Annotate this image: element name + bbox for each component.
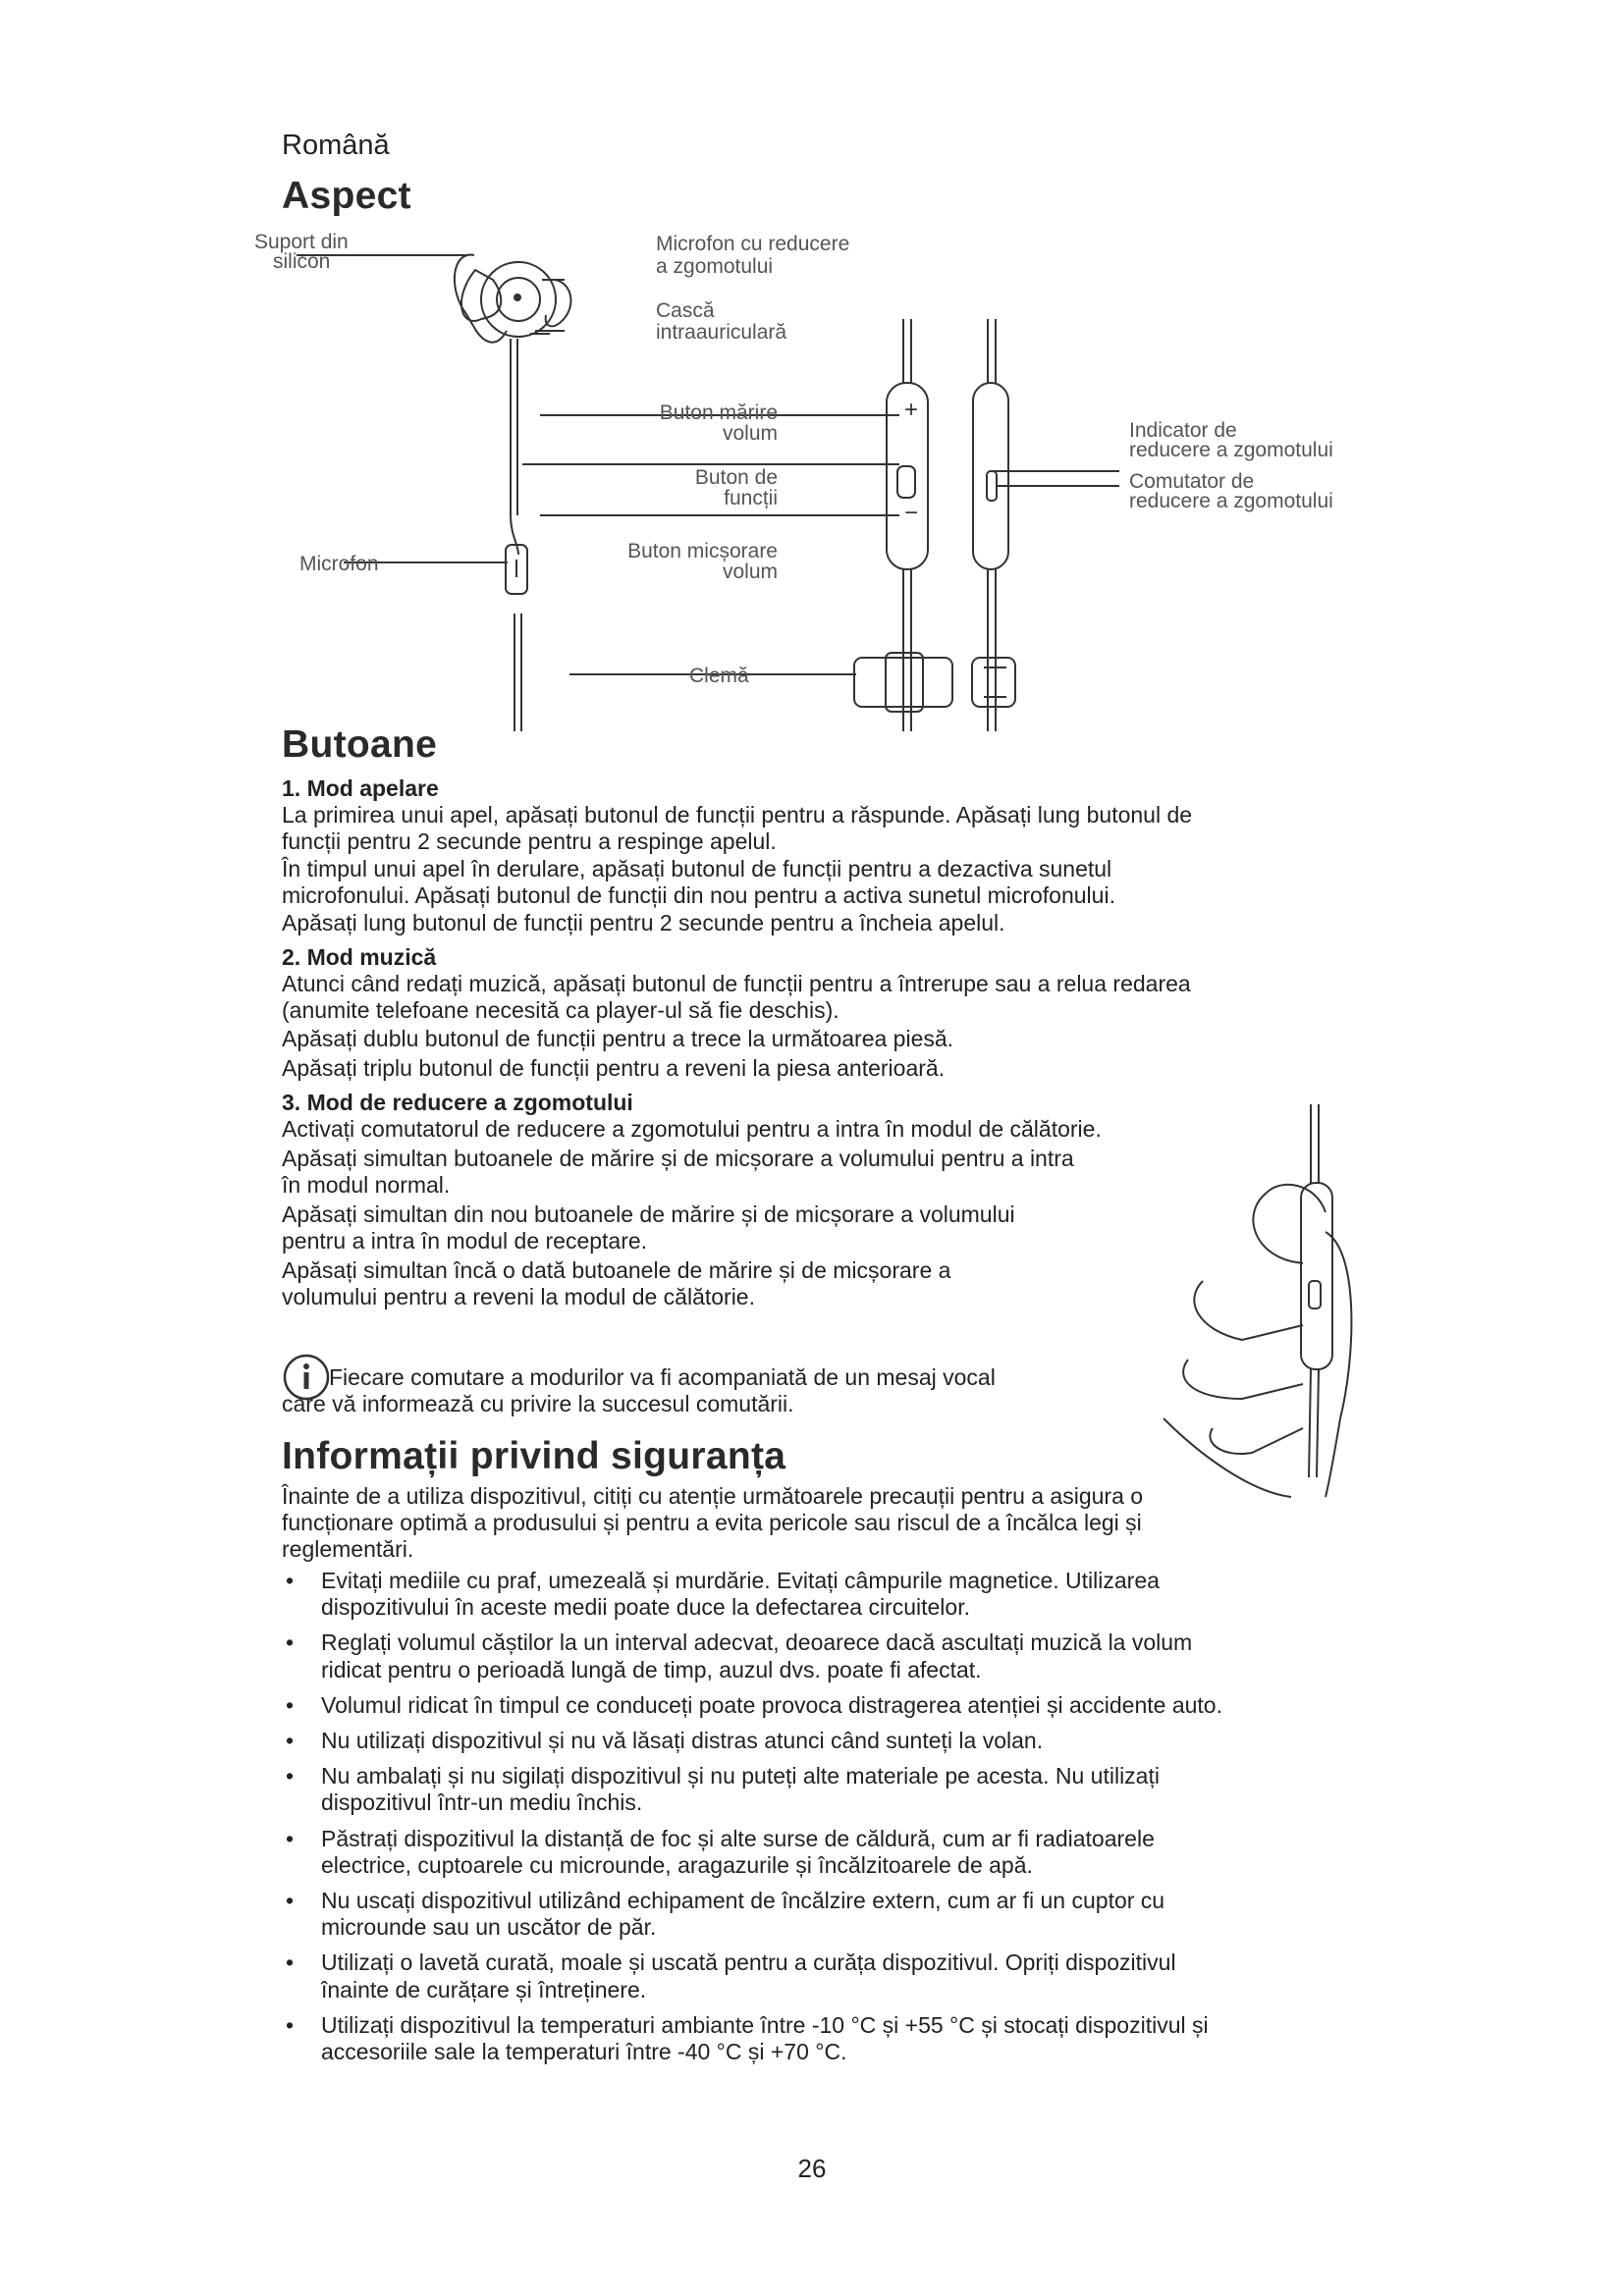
buttons-heading: Butoane (282, 723, 438, 766)
label-microphone: Microfon (299, 553, 379, 575)
label-nc-switch: Comutator de reducere a zgomotului (1129, 470, 1333, 512)
list-item: • Nu uscați dispozitivul utilizând echipament de încălzire extern, cum ar fi un cuptor cu microunde sau un uscător de păr. (286, 1888, 1165, 1941)
label-clip: Clemă (689, 665, 749, 687)
label-nc-indicator: Indicator de reducere a zgomotului (1129, 419, 1333, 461)
call-mode-paragraph-2: În timpul unui apel în derulare, apăsați butonul de funcții pentru a dezactiva sunetul microfonului. Apăsați butonul de funcții din nou pentru a activa sunetul microfonului. (282, 856, 1115, 909)
label-volume-up: Buton mărire volum (659, 401, 778, 445)
safety-heading: Informații privind siguranța (282, 1435, 786, 1477)
music-mode-paragraph-1: Atunci când redați muzică, apăsați butonul de funcții pentru a întrerupe sau a relua redarea (anumite telefoane necesită ca player-ul să fie deschis). (282, 971, 1191, 1024)
minus-symbol: − (903, 500, 919, 526)
list-item: • Volumul ridicat în timpul ce conduceți poate provoca distragerea atenției și accidente auto. (286, 1691, 1222, 1718)
call-mode-paragraph-3: Apăsați lung butonul de funcții pentru 2 secunde pentru a încheia apelul. (282, 910, 1005, 935)
list-item: • Nu utilizați dispozitivul și nu vă lăsați distras atunci când sunteți la volan. (286, 1728, 1044, 1754)
hand-illustration (1144, 1104, 1389, 1497)
section-call-mode-heading: 1. Mod apelare (282, 775, 439, 801)
page-number: 26 (797, 2154, 827, 2183)
list-item: • Reglați volumul căștilor la un interval adecvat, deoarece dacă ascultați muzică la volum ridicat pentru o perioadă lungă de timp, auzul dvs. poate fi afectat. (286, 1629, 1193, 1682)
list-item: • Păstrați dispozitivul la distanță de foc și alte surse de căldură, cum ar fi radiatoarele electrice, cuptoarele cu microunde, aragazurile și încălzitoarele de apă. (286, 1825, 1155, 1878)
section-music-mode-heading: 2. Mod muzică (282, 944, 437, 970)
label-volume-down: Buton micșorare volum (627, 540, 778, 583)
list-item: • Evitați mediile cu praf, umezeală și murdărie. Evitați câmpurile magnetice. Utilizarea dispozitivului în aceste medii poate duce la defectarea circuitelor. (286, 1568, 1160, 1621)
remote-side (973, 383, 1008, 569)
label-silicone-support: Suport din silicon (254, 231, 349, 273)
function-button-shape (897, 466, 915, 498)
music-mode-paragraph-2: Apăsați dublu butonul de funcții pentru a trece la următoarea piesă. (282, 1026, 954, 1051)
aspect-heading: Aspect (282, 175, 411, 217)
noise-mode-paragraph-3: Apăsați simultan din nou butoanele de mărire și de micșorare a volumului pentru a intra în modul de receptare. (282, 1201, 1015, 1255)
language-label: Română (282, 130, 390, 161)
mode-switch-note: Fiecare comutare a modurilor va fi acompaniată de un mesaj vocal care vă informează cu privire la succesul comutării. (282, 1364, 996, 1417)
list-item: • Nu ambalați și nu sigilați dispozitivul și nu puteți alte materiale pe acesta. Nu utilizați dispozitivul într-un mediu închis. (286, 1763, 1160, 1816)
label-earbud: Cască intraauriculară (656, 299, 787, 344)
list-item: • Utilizați dispozitivul la temperaturi ambiante între -10 °C și +55 °C și stocați dispozitivul și accesoriile sale la temperaturi între -40 °C și +70 °C. (286, 2011, 1209, 2065)
call-mode-paragraph-1: La primirea unui apel, apăsați butonul de funcții pentru a răspunde. Apăsați lung butonul de funcții pentru 2 secunde pentru a respinge apelul. (282, 802, 1193, 855)
noise-mode-paragraph-2: Apăsați simultan butoanele de mărire și de micșorare a volumului pentru a intra în modul normal. (282, 1146, 1074, 1199)
section-noise-mode-heading: 3. Mod de reducere a zgomotului (282, 1090, 633, 1115)
safety-bullet-list (282, 1568, 1372, 2074)
earphone-diagram (254, 221, 1333, 731)
nc-switch-shape (987, 471, 997, 501)
label-noise-mic: Microfon cu reducere a zgomotului (656, 233, 850, 278)
plus-symbol: + (903, 397, 919, 423)
music-mode-paragraph-3: Apăsați triplu butonul de funcții pentru a reveni la piesa anterioară. (282, 1055, 946, 1081)
earbud-illustration (455, 255, 571, 343)
noise-mode-paragraph-1: Activați comutatorul de reducere a zgomotului pentru a intra în modul de călătorie. (282, 1116, 1102, 1142)
label-function-button: Buton de funcții (694, 466, 778, 509)
list-item: • Utilizați o lavetă curată, moale și uscată pentru a curăța dispozitivul. Opriți dispozitivul înainte de curățare și întreținere. (286, 1949, 1176, 2002)
noise-mode-paragraph-4: Apăsați simultan încă o dată butoanele de mărire și de micșorare a volumului pentru a reveni la modul de călătorie. (282, 1257, 951, 1310)
diagram-labels (254, 231, 1333, 687)
safety-intro: Înainte de a utiliza dispozitivul, citiți cu atenție următoarele precauții pentru a asigura o funcționare optimă a produsului și pentru a evita pericole sau riscul de a încălca legi și reglementări. (282, 1483, 1144, 1563)
clip-side (972, 658, 1015, 707)
